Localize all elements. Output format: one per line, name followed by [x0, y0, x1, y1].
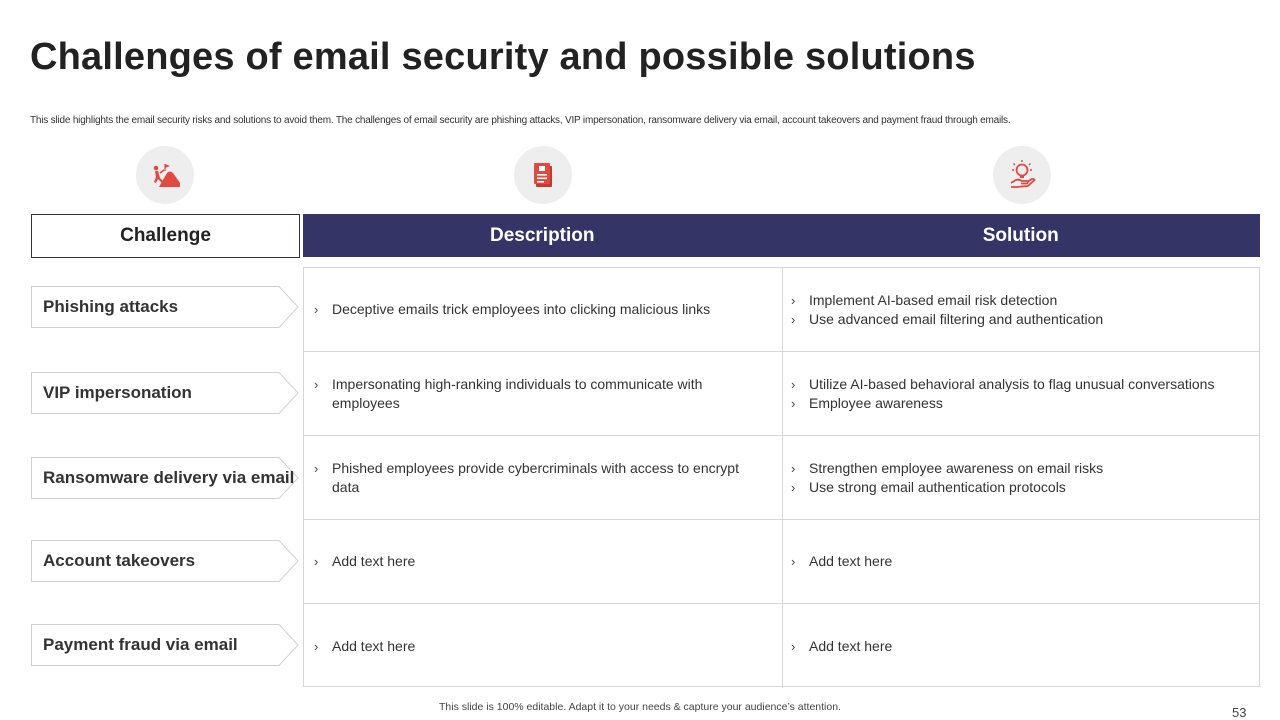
bullet-text: Employee awareness: [809, 394, 943, 411]
chevron-right-icon: ›: [314, 460, 319, 476]
challenge-label: [31, 540, 299, 582]
description-cell: [304, 268, 783, 351]
bullet-item: [791, 291, 1239, 310]
description-cell: [304, 604, 783, 688]
chevron-right-icon: ›: [314, 554, 319, 569]
bullet-text: Phished employees provide cybercriminals with access to encrypt data: [332, 459, 739, 495]
bullet-item: [791, 375, 1239, 394]
chevron-right-icon: ›: [314, 376, 319, 392]
chevron-right-icon: ›: [791, 376, 796, 392]
bullet-text: Strengthen employee awareness on email risks: [809, 459, 1104, 476]
solution-cell: [783, 268, 1259, 351]
chevron-right-icon: ›: [314, 302, 319, 317]
challenge-label: [31, 286, 299, 328]
description-header: Description: [489, 224, 595, 246]
table-row: [304, 436, 1259, 520]
bullet-text: Add text here: [809, 637, 893, 654]
challenge-label: [31, 457, 299, 499]
bullet-text: Add text here: [332, 637, 416, 654]
page-number: 53: [1232, 705, 1247, 720]
bullet-text: Use advanced email filtering and authentication: [809, 310, 1104, 327]
bullet-text: Impersonating high-ranking individuals to communicate with employees: [332, 375, 703, 411]
bullet-item: [791, 310, 1239, 329]
bullet-item: [314, 552, 742, 571]
chevron-right-icon: ›: [791, 311, 796, 327]
challenge-header: Challenge: [31, 214, 300, 258]
challenge-text: Account takeovers: [43, 551, 196, 570]
bullet-item: [314, 637, 742, 656]
solution-cell: [783, 604, 1259, 688]
description-cell: [304, 436, 783, 519]
challenge-text: Phishing attacks: [43, 297, 179, 316]
table-row: [304, 268, 1259, 352]
bullet-item: [791, 637, 1239, 656]
description-cell: [304, 520, 783, 603]
bullet-text: Utilize AI-based behavioral analysis to flag unusual conversations: [809, 375, 1215, 392]
table-row: [304, 520, 1259, 604]
table-row: [304, 352, 1259, 436]
table-header-bar: [303, 214, 1260, 257]
solution-cell: [783, 520, 1259, 603]
bullet-item: [791, 459, 1239, 478]
solution-cell: [783, 436, 1259, 519]
chevron-right-icon: ›: [791, 638, 796, 654]
chevron-right-icon: ›: [791, 460, 796, 476]
mountain-climber-icon: [136, 146, 194, 204]
chevron-right-icon: ›: [314, 638, 319, 654]
challenge-label: [31, 624, 299, 666]
footer-note: This slide is 100% editable. Adapt it to your needs & capture your audience’s attention.: [439, 701, 841, 713]
solution-cell: [783, 352, 1259, 435]
page-title: Challenges of email security and possible solutions: [30, 36, 976, 78]
challenge-text: Payment fraud via email: [43, 635, 238, 654]
solution-header: Solution: [982, 224, 1059, 246]
challenge-label: [31, 372, 299, 414]
bullet-item: [791, 478, 1239, 497]
bullet-item: [314, 459, 742, 497]
challenge-text: VIP impersonation: [43, 383, 192, 402]
bullet-item: [791, 394, 1239, 413]
bullet-item: [314, 375, 742, 413]
slide-subtitle: This slide highlights the email security risks and solutions to avoid them. The challenges of email security are phishing attacks, VIP impersonation, ransomware delivery via email, account takeovers and payment fraud through emails.: [30, 115, 1011, 126]
bullet-item: [791, 552, 1239, 571]
bullet-text: Add text here: [809, 553, 893, 569]
chevron-right-icon: ›: [791, 395, 796, 411]
hand-lightbulb-icon: [993, 146, 1051, 204]
document-icon: [514, 146, 572, 204]
description-cell: [304, 352, 783, 435]
chevron-right-icon: ›: [791, 292, 796, 308]
bullet-item: [314, 300, 742, 319]
bullet-text: Add text here: [332, 553, 416, 569]
content-table: [303, 267, 1260, 687]
bullet-text: Implement AI-based email risk detection: [809, 291, 1058, 308]
chevron-right-icon: ›: [791, 479, 796, 495]
bullet-text: Use strong email authentication protocols: [809, 478, 1066, 495]
table-row: [304, 604, 1259, 688]
chevron-right-icon: ›: [791, 554, 796, 569]
bullet-text: Deceptive emails trick employees into clicking malicious links: [332, 301, 711, 317]
challenge-text: Ransomware delivery via email: [43, 468, 295, 487]
